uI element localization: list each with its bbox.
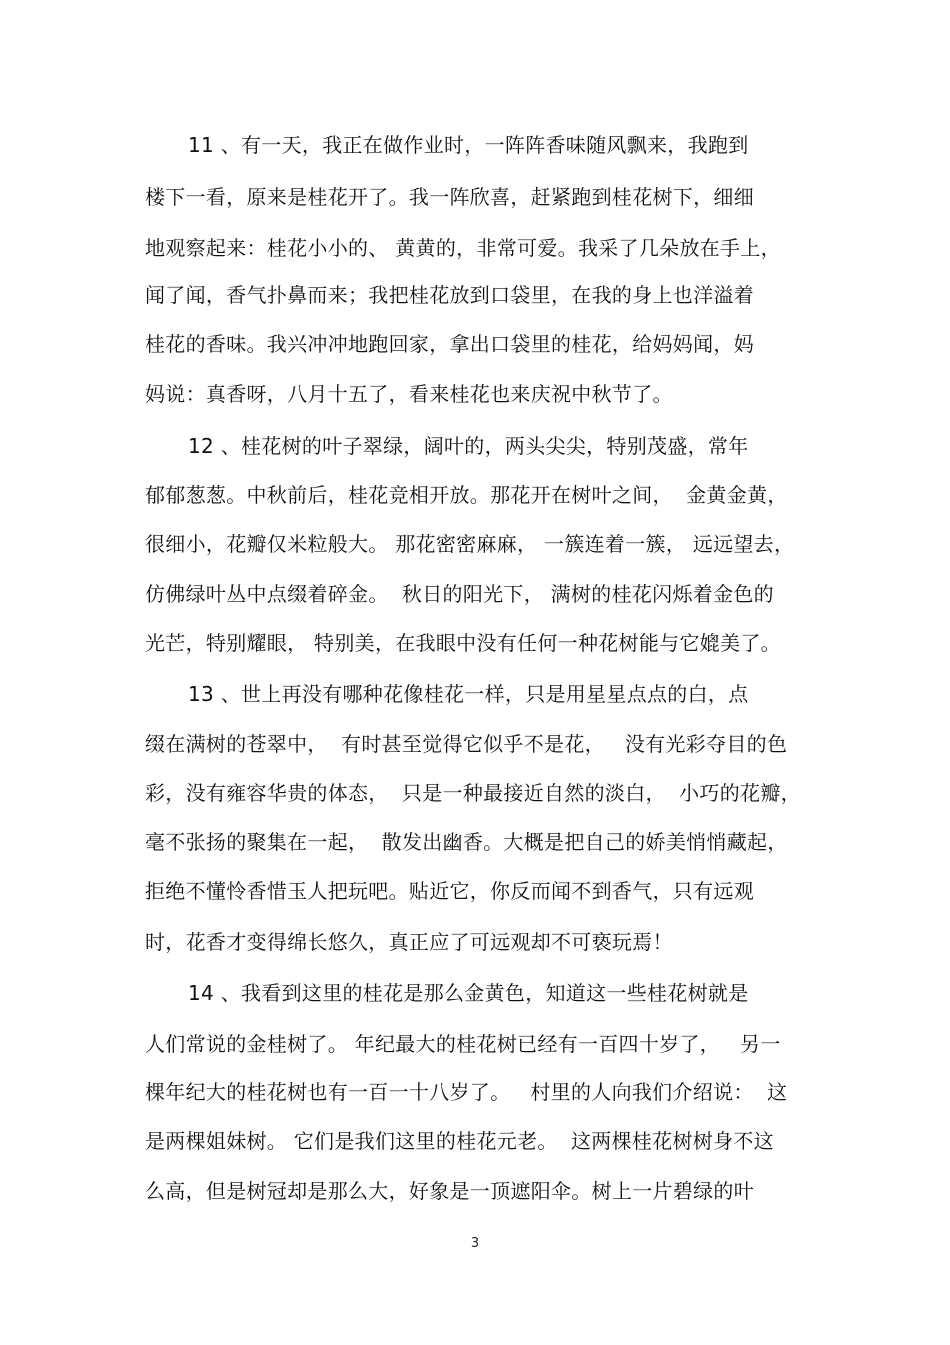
paragraph-13-line-2: 缀在满树的苍翠中， 有时甚至觉得它似乎不是花， 没有光彩夺目的色 — [145, 732, 788, 756]
paragraph-12-line-5: 光芒，特别耀眼， 特别美，在我眼中没有任何一种花树能与它媲美了。 — [145, 631, 781, 655]
paragraph-13-line-6: 时，花香才变得绵长悠久，真正应了可远观却不可亵玩焉！ — [145, 930, 673, 954]
page-number: 3 — [470, 1236, 480, 1251]
paragraph-12-line-4: 仿佛绿叶丛中点缀着碎金。 秋日的阳光下， 满树的桂花闪烁着金色的 — [145, 582, 774, 606]
paragraph-14-line-3: 棵年纪大的桂花树也有一百一十八岁了。 村里的人向我们介绍说： 这 — [145, 1080, 788, 1104]
paragraph-12-line-2: 郁郁葱葱。中秋前后，桂花竞相开放。那花开在树叶之间， 金黄金黄， — [145, 483, 788, 507]
paragraph-14-line-4: 是两棵姐妹树。 它们是我们这里的桂花元老。 这两棵桂花树树身不这 — [145, 1129, 774, 1153]
paragraph-13-line-3: 彩，没有雍容华贵的体态， 只是一种最接近自然的淡白， 小巧的花瓣， — [145, 781, 801, 805]
paragraph-13-line-5: 拒绝不懂怜香惜玉人把玩吧。贴近它，你反而闻不到香气，只有远观 — [145, 879, 754, 903]
paragraph-14-line-1: 14 、我看到这里的桂花是那么金黄色，知道这一些桂花树就是 — [188, 981, 749, 1005]
paragraph-11-line-1: 11 、有一天，我正在做作业时，一阵阵香味随风飘来，我跑到 — [188, 133, 749, 157]
paragraph-12-line-1: 12 、桂花树的叶子翠绿，阔叶的，两头尖尖，特别茂盛，常年 — [188, 434, 749, 458]
paragraph-12-line-3: 很细小，花瓣仅米粒般大。 那花密密麻麻， 一簇连着一簇， 远远望去， — [145, 532, 795, 556]
paragraph-14-line-5: 么高，但是树冠却是那么大，好象是一顶遮阳伞。树上一片碧绿的叶 — [145, 1179, 754, 1203]
paragraph-11-line-2: 楼下一看，原来是桂花开了。我一阵欣喜，赶紧跑到桂花树下，细细 — [145, 185, 754, 209]
paragraph-11-line-3: 地观察起来：桂花小小的、 黄黄的，非常可爱。我采了几朵放在手上， — [145, 236, 781, 260]
paragraph-11-line-5: 桂花的香味。我兴冲冲地跑回家，拿出口袋里的桂花，给妈妈闻，妈 — [145, 332, 754, 356]
paragraph-11-line-6: 妈说：真香呀，八月十五了，看来桂花也来庆祝中秋节了。 — [145, 382, 673, 406]
paragraph-11-line-4: 闻了闻，香气扑鼻而来；我把桂花放到口袋里，在我的身上也洋溢着 — [145, 283, 754, 307]
paragraph-13-line-1: 13 、世上再没有哪种花像桂花一样，只是用星星点点的白，点 — [188, 682, 749, 706]
paragraph-13-line-4: 毫不张扬的聚集在一起， 散发出幽香。大概是把自己的娇美悄悄藏起， — [145, 830, 788, 854]
paragraph-14-line-2: 人们常说的金桂树了。 年纪最大的桂花树已经有一百四十岁了， 另一 — [145, 1032, 781, 1056]
